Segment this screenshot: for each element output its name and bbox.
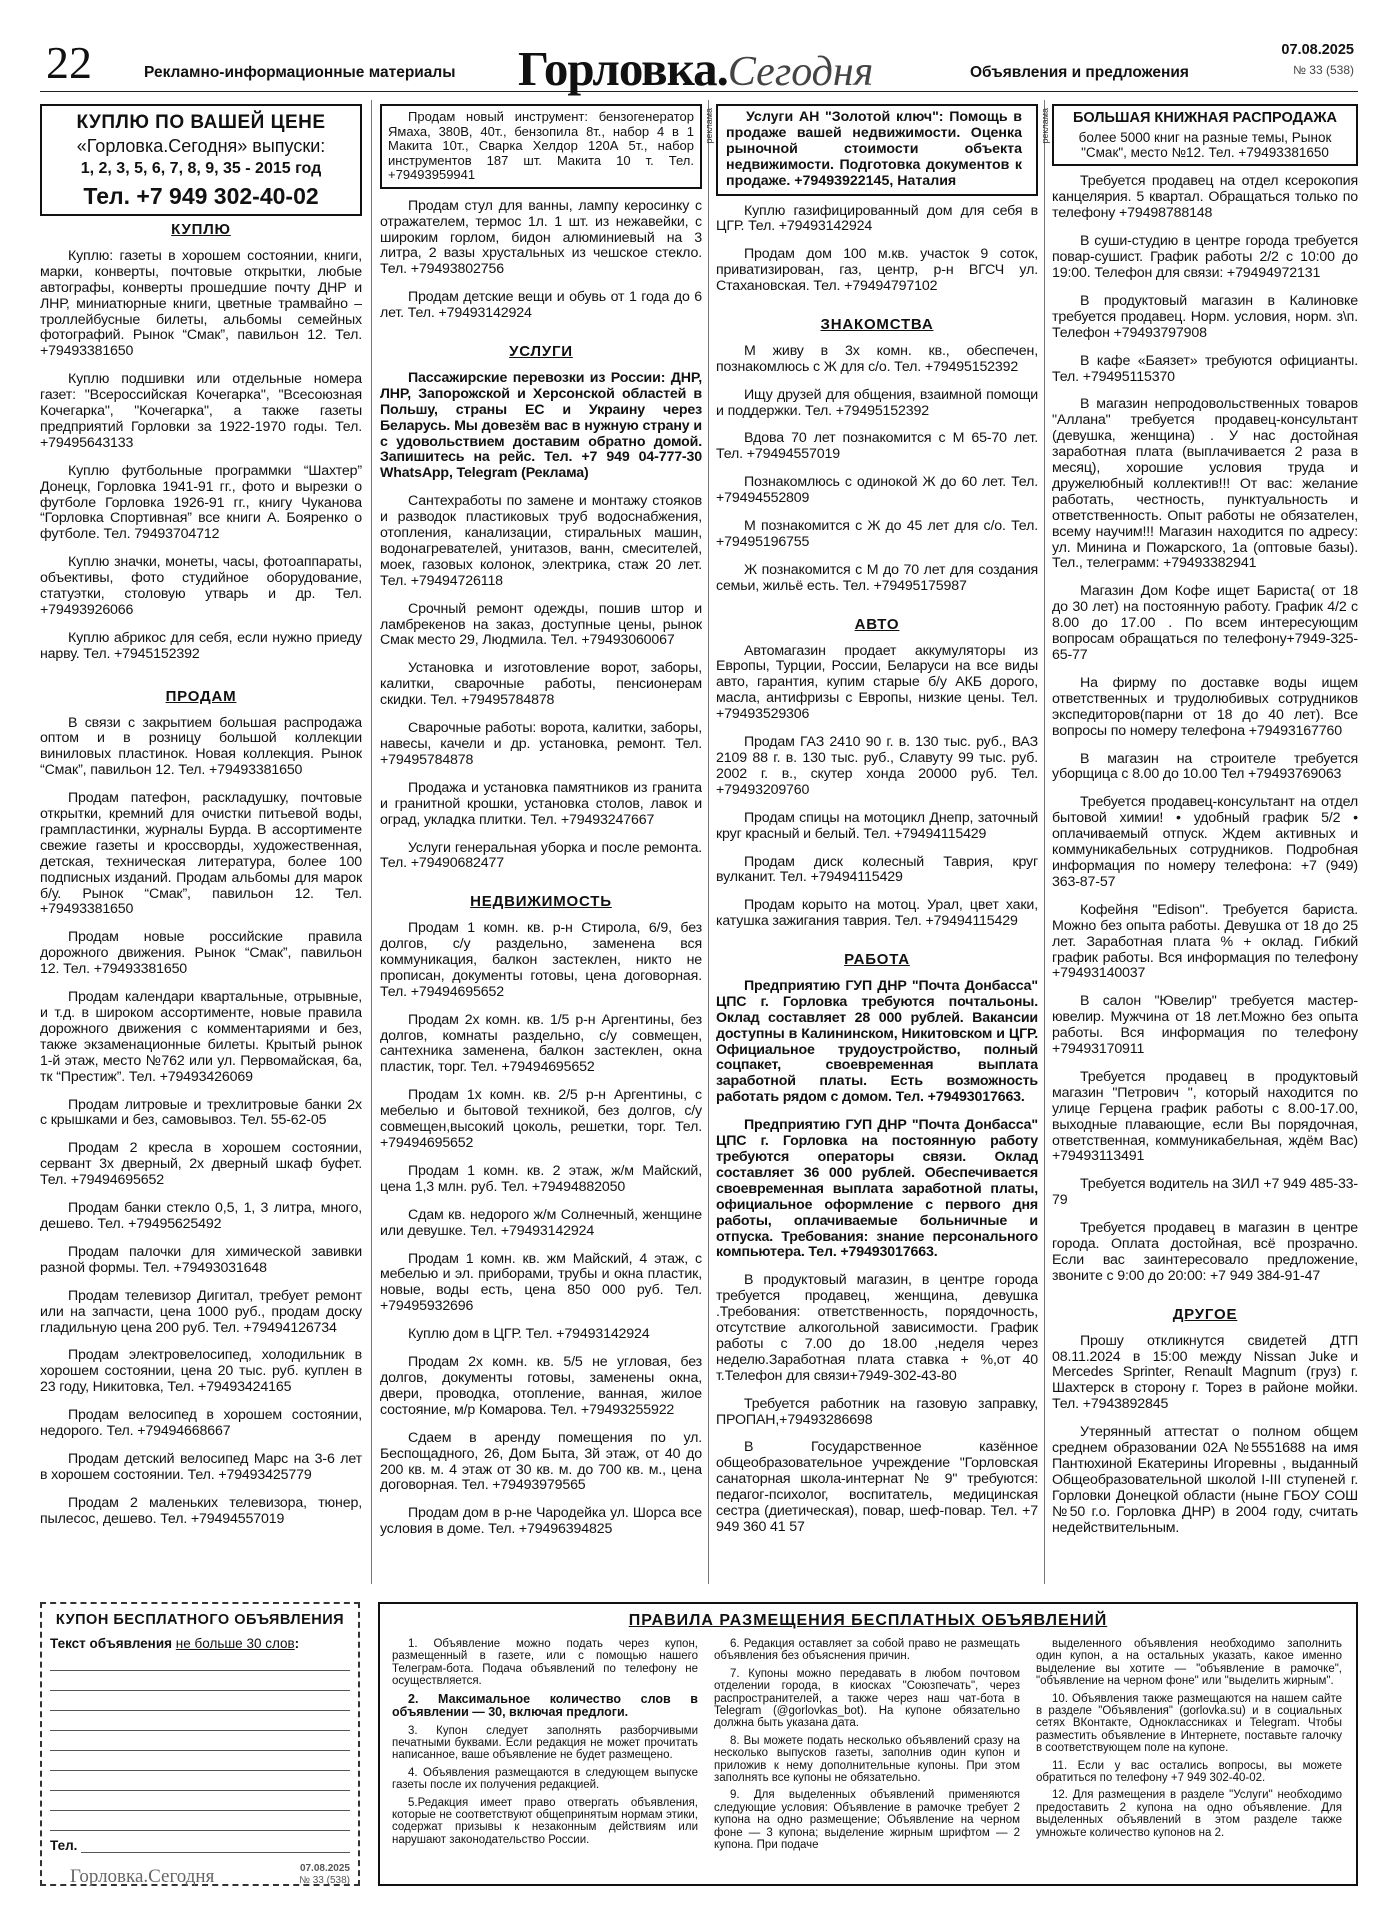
ad-item: В Государственное казённое общеобразовательное учреждение "Горловская санаторная школа-интернат № 9" требуются: педагог-психолог, воспитатель, медицинская сестра (диетическая), повар, шеф-повар. Тел. +7 949 360 41 57 bbox=[716, 1439, 1038, 1536]
column-divider bbox=[371, 100, 372, 1584]
rules-title: ПРАВИЛА РАЗМЕЩЕНИЯ БЕСПЛАТНЫХ ОБЪЯВЛЕНИЙ bbox=[628, 1612, 1108, 1629]
ad-item: Продам патефон, раскладушку, почтовые открытки, кремний для очистки питьевой воды, грампластинки, журналы Бурда. В ассортименте свежие газеты и кроссворды, художественная, детская, техническая литература, более 100 подписных изданий. Продам альбомы для марок б/у. Рынок “Смак”, павильон 12. Тел. +79493381650 bbox=[40, 790, 362, 918]
ad-item: В магазин непродовольственных товаров "Аллана" требуется продавец-консультант (девушка, женщина) . У нас достойная заработная плата (выплачивается 2 раза в месяц), хорошие условия труда и дружелюбный коллектив!!! От вас: желание работать, честность, пунктуальность и ответственность. Опыт работы не обязателен, всему научим!!! Магазин находится по адресу: ул. Минина и Пожарского, 1а (оптовые базы). Тел., телеграмм: +79493382941 bbox=[1052, 396, 1358, 572]
rule-item: 2. Максимальное количество слов в объявлении — 30, включая предлоги. bbox=[392, 1691, 698, 1720]
ad-item: Продам 2 маленьких телевизора, тюнер, пылесос, дешево. Тел. +79494557019 bbox=[40, 1494, 362, 1527]
ad-item: В суши-студию в центре города требуется повар-сушист. График работы 2/2 с 10:00 до 19:00. Телефон для связи: +79494972131 bbox=[1052, 233, 1358, 281]
ad-item: Продам диск колесный Таврия, круг вулканит. Тел. +79494115429 bbox=[716, 853, 1038, 886]
coupon-write-line[interactable] bbox=[50, 1711, 350, 1731]
rule-item: 9. Для выделенных объявлений применяются следующие условия: Объявление в рамочке требует 2 купона на одно размещение; Объявление на черном фоне — 3 купона; выделение жирным шрифтом — 2 купона. При подаче bbox=[714, 1789, 1020, 1852]
ad-item: В связи с закрытием большая распродажа оптом и в розницу большой коллекции виниловых пластинок. Новая коллекция. Рынок “Смак”, павильон 12. Тел. +79493381650 bbox=[40, 714, 362, 779]
advertising-mark: реклама bbox=[1040, 108, 1050, 144]
ad-item: Продам 1 комн. кв. р-н Стирола, 6/9, без долгов, с/у раздельно, заменена вся коммуникация, балкон застеклен, никто не прописан, документы готовы, цена договорная. Тел. +79494695652 bbox=[380, 920, 702, 1000]
coupon-phone-label: Тел. bbox=[50, 1838, 78, 1854]
ad-item: В салон "Ювелир" требуется мастер-ювелир. Мужчина от 18 лет.Можно без опыта работы. Вся информация по телефону +79493170911 bbox=[1052, 993, 1358, 1058]
section-title-buy: КУПЛЮ bbox=[171, 221, 231, 239]
coupon-word-limit: не больше 30 слов bbox=[175, 1636, 295, 1652]
section-title-other: ДРУГОЕ bbox=[1172, 1305, 1238, 1323]
rule-item: 10. Объявления также размещаются на нашем сайте в разделе "Объявления" (gorlovka.su) и в социальных сетях ВКонтакте, Одноклассниках и Telegram. Чтобы разместить объявление в Интернете, поставьте галочку в соответствующем поле на купоне. bbox=[1036, 1692, 1342, 1755]
ad-item: Куплю: газеты в хорошем состоянии, книги, марки, конверты, почтовые открытки, любые автографы, конверты прошедшие почту ДНР и ЛНР, миниатюрные книги, цветные трамвайно – троллейбусные билеты, альбомы семейных фотографий. Рынок “Смак”, павильон 12. Тел. +79493381650 bbox=[40, 247, 362, 360]
ad-item: В продуктовый магазин, в центре города требуется продавец, женщина, девушка .Требования: ответственность, порядочность, отсутствие алкогольной зависимости. График работы с 7.00 до 18.00 ,неделя через неделю.Заработная плата ставка + %,от 40 т.Телефон для связи+7949-302-43-80 bbox=[716, 1272, 1038, 1384]
ad-item: Продам 1 комн. кв. 2 этаж, ж/м Майский, цена 1,3 млн. руб. Тел. +79494882050 bbox=[380, 1162, 702, 1195]
rule-item: 7. Купоны можно передавать в любом почтовом отделении города, в киосках "Союзпечать", через распространителей, а также через наш чат-бота в Telegram (@gorlovkas_bot). На купоне обязательно должна быть указана дата. bbox=[714, 1667, 1020, 1730]
rule-item: 12. Для размещения в разделе "Услуги" необходимо предоставить 2 купона на одно объявление. Для выделенных объявлений в этом разделе также умножьте количество купонов на 2. bbox=[1036, 1789, 1342, 1839]
ad-item: Утерянный аттестат о полном общем среднем образовании 02А №5551688 на имя Пантюхиной Екатерины Игоревны , выданный Общеобразовательной школой I-III ступеней г. Горловки Донецкой области (ныне ГБОУ СОШ №50 г.о. Горловка ДНР) в 2004 году, считать недействительным. bbox=[1052, 1424, 1358, 1536]
ad-item: Продам дом 100 м.кв. участок 9 соток, приватизирован, газ, центр, р-н ВГСЧ ул. Стахановская. Тел. +79494797102 bbox=[716, 246, 1038, 295]
ad-item: Продам палочки для химической завивки разной формы. Тел. +79493031648 bbox=[40, 1243, 362, 1276]
ad-item: Услуги генеральная уборка и после ремонта. Тел. +79490682477 bbox=[380, 839, 702, 872]
ad-item-bold: Предприятию ГУП ДНР "Почта Донбасса" ЦПС г. Горловка требуются почтальоны. Оклад составляет 28 000 рублей. Вакансии доступны в Калининском, Никитовском и ЦГР. Официальное трудоустройство, полный соцпакет, своевременная выплата заработной платы. Есть возможность работать рядом с домом. Тел. +79493017663. bbox=[716, 977, 1038, 1106]
coupon-date: 07.08.2025 bbox=[299, 1863, 350, 1875]
rules-column-1 bbox=[392, 1638, 698, 1851]
ad-item: Сдам кв. недорого ж/м Солнечный, женщине или девушке. Тел. +79493142924 bbox=[380, 1206, 702, 1239]
ad-item: Куплю газифицированный дом для себя в ЦГР. Тел. +79493142924 bbox=[716, 202, 1038, 235]
rules-column-2 bbox=[714, 1638, 1020, 1857]
coupon-write-line[interactable] bbox=[50, 1771, 350, 1791]
ad-item: Куплю абрикос для себя, если нужно приеду нарву. Тел. +7945152392 bbox=[40, 629, 362, 662]
section-title-services: УСЛУГИ bbox=[509, 343, 573, 361]
coupon-footer bbox=[50, 1863, 350, 1887]
ad-item: М познакомится с Ж до 45 лет для с/о. Тел. +79495196755 bbox=[716, 518, 1038, 551]
ad-item: Ж познакомится с М до 70 лет для создания семьи, жильё есть. Тел. +79495175987 bbox=[716, 561, 1038, 594]
buy-box-issues: 1, 2, 3, 5, 6, 7, 8, 9, 35 - 2015 год bbox=[80, 160, 322, 178]
ad-item: Продам литровые и трехлитровые банки 2х с крышками и без, самовывоз. Тел. 55-62-05 bbox=[40, 1096, 362, 1129]
section-label-right: Объявления и предложения bbox=[970, 64, 1189, 81]
coupon-phone-row bbox=[50, 1831, 350, 1853]
ad-item: Продам 2х комн. кв. 5/5 не угловая, без долгов, документы готовы, заменены окна, двери, проводка, отопление, ванная, жилое состояние, м/р Комарова. Тел. +79493255922 bbox=[380, 1354, 702, 1418]
ad-item: Вдова 70 лет познакомится с М 65-70 лет. Тел. +79494557019 bbox=[716, 430, 1038, 463]
logo-italic: Сегодня bbox=[727, 49, 874, 95]
section-title-realty: НЕДВИЖИМОСТЬ bbox=[470, 893, 612, 911]
ad-item: Продам корыто на мотоц. Урал, цвет хаки, катушка зажигания таврия. Тел. +79494115429 bbox=[716, 897, 1038, 930]
buy-box-subtitle: «Горловка.Сегодня» выпуски: bbox=[76, 136, 326, 157]
buy-box-title: КУПЛЮ ПО ВАШЕЙ ЦЕНЕ bbox=[76, 112, 326, 133]
ad-item: Срочный ремонт одежды, пошив штор и ламбрекенов на заказ, доступные цены, рынок Смак место 29, Людмила. Тел. +79493060067 bbox=[380, 600, 702, 649]
ad-item: Продам детские вещи и обувь от 1 года до 6 лет. Тел. +79493142924 bbox=[380, 289, 702, 322]
rule-item: 1. Объявление можно подать через купон, размещенный в газете, или с помощью нашего Телеграм-бота. Подача объявлений по телефону не осуществляется. bbox=[392, 1638, 698, 1688]
free-ad-coupon bbox=[40, 1602, 360, 1886]
ad-item: Сварочные работы: ворота, калитки, заборы, навесы, качели и др. установка, ремонт. Тел. +79495784878 bbox=[380, 720, 702, 768]
ad-item: Продам банки стекло 0,5, 1, 3 литра, много, дешево. Тел. +79495625492 bbox=[40, 1200, 362, 1232]
tools-ad-box bbox=[380, 104, 702, 189]
rules-column-3 bbox=[1036, 1638, 1342, 1844]
column-2 bbox=[380, 104, 702, 1584]
ad-item-bold: Предприятию ГУП ДНР "Почта Донбасса" ЦПС г. Горловка на постоянную работу требуются операторы связи. Оклад составляет 36 000 рублей. Обеспечивается своевременная выплата заработной платы, официальное оформление с первого дня работы, оплачиваемые больничные и отпуска. Требования: знание персонального компьютера. Тел. +79493017663. bbox=[716, 1117, 1038, 1261]
ad-item: Продам 2 кресла в хорошем состоянии, сервант 3х дверный, 2х дверный шкаф буфет. Тел. +79494695652 bbox=[40, 1140, 362, 1189]
ad-item: Требуется продавец в магазин в центре города. Оплата достойная, всё прозрачно. Если вас заинтересовало предложение, звоните с 9:00 до 20:00: +7 949 384-91-47 bbox=[1052, 1220, 1358, 1284]
books-sale-box bbox=[1052, 104, 1358, 166]
rule-item: 5.Редакция имеет право отвергать объявления, которые не соответствуют общепринятым нормам этики, содержат призывы к незаконным действиям или нарушают законодательство России. bbox=[392, 1796, 698, 1846]
ad-item: Продам ГАЗ 2410 90 г. в. 130 тыс. руб., ВАЗ 2109 88 г. в. 130 тыс. руб., Славуту 99 тыс. руб. 2002 г. в., скутер хонда 20000 руб. Тел. +79493209760 bbox=[716, 734, 1038, 798]
page-header bbox=[40, 34, 1358, 96]
ad-item: Продам дом в р-не Чародейка ул. Шорса все условия в доме. Тел. +79496394825 bbox=[380, 1505, 702, 1538]
ad-item: Сдаем в аренду помещения по ул. Беспощадного, 26, Дом Быта, 3й этаж, от 40 до 200 кв. м. 4 этаж от 30 кв. м. до 700 кв. м., цена договорная. Тел. +79493979565 bbox=[380, 1429, 702, 1494]
section-title-auto: АВТО bbox=[854, 615, 900, 633]
newspaper-logo bbox=[518, 41, 874, 96]
column-4 bbox=[1052, 104, 1358, 1584]
ad-item: В магазин на строителе требуется уборщица с 8.00 до 10.00 Тел +79493769063 bbox=[1052, 750, 1358, 783]
ad-item: Куплю подшивки или отдельные номера газет: "Всероссийская Кочегарка", "Всесоюзная Кочегарка", "Кочегарка", а также газеты предприятий Горловки за 1922-1970 годы. Тел. +79495643133 bbox=[40, 371, 362, 451]
logo-main: Горловка. bbox=[518, 41, 728, 96]
books-sale-title: БОЛЬШАЯ КНИЖНАЯ РАСПРОДАЖА bbox=[1072, 110, 1338, 126]
ad-item: Продам 2х комн. кв. 1/5 р-н Аргентины, без долгов, комнаты раздельно, с/у совмещен, сантехника заменена, балкон застеклен, окна пластик, торг. Тел. +79494695652 bbox=[380, 1011, 702, 1076]
column-3 bbox=[716, 104, 1038, 1584]
ad-item: Продам велосипед в хорошем состоянии, недорого. Тел. +79494668667 bbox=[40, 1407, 362, 1440]
page-number: 22 bbox=[46, 37, 92, 88]
section-title-work: РАБОТА bbox=[844, 951, 910, 969]
coupon-issue: № 33 (538) bbox=[299, 1875, 350, 1887]
ad-item: Ищу друзей для общения, взаимной помощи и поддержки. Тел. +79495152392 bbox=[716, 386, 1038, 419]
realty-agency-ad-box bbox=[716, 104, 1038, 196]
column-divider bbox=[1044, 100, 1045, 1584]
ad-item: Познакомлюсь с одинокой Ж до 60 лет. Тел. +79494552809 bbox=[716, 474, 1038, 507]
coupon-write-line[interactable] bbox=[50, 1731, 350, 1751]
buy-issues-box bbox=[40, 104, 362, 216]
coupon-write-line[interactable] bbox=[50, 1751, 350, 1771]
rule-item: 11. Если у вас остались вопросы, вы можете обратиться по телефону +7 949 302-40-02. bbox=[1036, 1759, 1342, 1785]
rule-item: 3. Купон следует заполнять разборчивыми печатными буквами. Если редакция не может прочитать написанное, ваше объявление не будет размещено. bbox=[392, 1724, 698, 1762]
ad-item: Требуется продавец на отдел ксерокопия канцелярия. 5 квартал. Обращаться только по телефону +79498788148 bbox=[1052, 173, 1358, 222]
ad-item: Требуется работник на газовую заправку, ПРОПАН,+79493286698 bbox=[716, 1395, 1038, 1428]
ad-item: Требуется водитель на ЗИЛ +7 949 485-33-79 bbox=[1052, 1176, 1358, 1209]
coupon-text-label-main: Текст объявления bbox=[50, 1636, 173, 1652]
ad-item: Автомагазин продает аккумуляторы из Европы, Турции, России, Беларуси на все виды авто, гарантия, купим старые б/у АКБ дорого, масла, антифризы с Европы, низкие цены. Тел. +79493529306 bbox=[716, 642, 1038, 723]
coupon-phone-line[interactable] bbox=[81, 1837, 350, 1853]
ad-item: Продам 1 комн. кв. жм Майский, 4 этаж, с мебелью и эл. приборами, трубы и окна пластик, новые, воды есть, цена 850 000 руб. Тел. +79495932696 bbox=[380, 1250, 702, 1315]
ad-item-bold: Пассажирские перевозки из России: ДНР, ЛНР, Запорожской и Херсонской областей в Польшу, страны ЕС и Украину через Беларусь. Мы довезём вас в нужную страну и с удовольствием доставим обратно домой. Запишитесь на рейс. Тел. +7 949 04-777-30 WhatsApp, Telegram (Реклама) bbox=[380, 369, 702, 482]
ad-item: Продам электровелосипед, холодильник в хорошем состоянии, цена 20 тыс. руб. куплен в 23 году, Никитовка, Тел. +79493424165 bbox=[40, 1347, 362, 1396]
column-1 bbox=[40, 104, 362, 1584]
free-ad-rules bbox=[378, 1602, 1358, 1886]
coupon-title: КУПОН БЕСПЛАТНОГО ОБЪЯВЛЕНИЯ bbox=[55, 1612, 345, 1628]
ad-item: Продам спицы на мотоцикл Днепр, заточный круг красный и белый. Тел. +79494115429 bbox=[716, 809, 1038, 842]
coupon-issue-info bbox=[299, 1863, 350, 1887]
coupon-write-line[interactable] bbox=[50, 1671, 350, 1691]
section-label-left: Рекламно-информационные материалы bbox=[144, 64, 456, 81]
rule-item: 6. Редакция оставляет за собой право не размещать объявления без объяснения причин. bbox=[714, 1638, 1020, 1663]
coupon-write-line[interactable] bbox=[50, 1651, 350, 1671]
ad-item: Требуется продавец-консультант на отдел бытовой химии! • удобный график 5/2 • оплачиваемый отпуск. Ждем активных и коммуникабельных сотрудников. Подробная информация по номеру телефона: +7 (949) 363-87-57 bbox=[1052, 794, 1358, 890]
ad-item: Продам стул для ванны, лампу керосинку с отражателем, термос 1л. 1 шт. из нежавейки, с широким горлом, бидон алюминиевый на 3 литра, 2 вазы хрустальных из чешское стекло. Тел. +79493802756 bbox=[380, 197, 702, 278]
coupon-write-line[interactable] bbox=[50, 1791, 350, 1811]
ad-item: На фирму по доставке воды ищем ответственных и трудолюбивых сотрудников экспедиторов(парни от 18 до 40 лет). Все вопросы по номеру телефона +79493167760 bbox=[1052, 674, 1358, 739]
ad-item: Продам календари квартальные, отрывные, и т.д. в широком ассортименте, новые правила дорожного движения с комментариями и без, также экзаменационные билеты. Крытый рынок 1-й этаж, место №762 или ул. Первомайская, 6а, тк “Престиж”. Тел. +79493426069 bbox=[40, 989, 362, 1085]
ad-item: Продам детский велосипед Марс на 3-6 лет в хорошем состоянии. Тел. +79493425779 bbox=[40, 1450, 362, 1483]
issue-date: 07.08.2025 bbox=[1281, 42, 1354, 58]
coupon-text-label: Текст объявления не больше 30 слов: bbox=[50, 1636, 300, 1652]
ad-item: Куплю футбольные программки “Шахтер” Донецк, Горловка 1941-91 гг., фото и вырезки о футболе Горловка 1926-91 гг., книгу Чуканова “Горловка Спортивная” все книги А. Бояренко о футболе. Тел. 79493704712 bbox=[40, 462, 362, 543]
section-title-sell: ПРОДАМ bbox=[165, 687, 237, 705]
ad-item: Сантехработы по замене и монтажу стояков и разводок пластиковых труб водоснабжения, отопления, канализации, стиральных машин, водонагревателей, унитазов, ванн, смесителей, моек, газовых колонок, электрика, стаж 20 лет. Тел. +79494726118 bbox=[380, 493, 702, 589]
realty-agency-ad-text: Услуги АН "Золотой ключ": Помощь в продаже вашей недвижимости. Оценка рыночной стоимости объекта недвижимости. Подготовка документов к продаже. +79493922145, Наталия bbox=[726, 109, 1022, 189]
ad-item: Продам новые российские правила дорожного движения. Рынок “Смак”, павильон 12. Тел. +79493381650 bbox=[40, 929, 362, 978]
ad-item: Кофейня "Edison". Требуется бариста. Можно без опыта работы. Девушка от 18 до 25 лет. Заработная плата % + оклад. Гибкий график работы. Вся информация по телефону +79493140037 bbox=[1052, 901, 1358, 982]
coupon-write-line[interactable] bbox=[50, 1691, 350, 1711]
section-title-dating: ЗНАКОМСТВА bbox=[820, 316, 934, 334]
ad-item: М живу в 3х комн. кв., обеспечен, познакомлюсь с Ж для с/о. Тел. +79495152392 bbox=[716, 342, 1038, 375]
rule-item: 4. Объявления размещаются в следующем выпуске газеты после их получения редакцией. bbox=[392, 1766, 698, 1792]
ad-item: Установка и изготовление ворот, заборы, калитки, сварочные работы, пенсионерам скидки. Тел. +79495784878 bbox=[380, 660, 702, 709]
column-divider bbox=[708, 100, 709, 1584]
ad-item: Продам 1х комн. кв. 2/5 р-н Аргентины, с мебелью и бытовой техникой, без долгов, с/у совмещен,высокий цоколь, решетки, торг. Тел. +79494695652 bbox=[380, 1087, 702, 1152]
tools-ad-text: Продам новый инструмент: бензогенератор Ямаха, 380В, 40т., бензопила 8т., набор 4 в 1 Макита 10т., Сварка Хелдор 120А 5т., набор инструментов 187 шт. Макита 10 т. Тел. +79493959941 bbox=[388, 109, 694, 183]
buy-box-phone: Тел. +7 949 302-40-02 bbox=[83, 183, 319, 210]
newspaper-page bbox=[40, 34, 1358, 1890]
books-sale-text: более 5000 книг на разные темы, Рынок "Смак", место №12. Тел. +79493381650 bbox=[1078, 130, 1332, 161]
rule-item: 8. Вы можете подать несколько объявлений сразу на несколько выпусков газеты, заполнив один купон и приложив к нему дополнительные купоны. При этом заполнять все купоны не обязательно. bbox=[714, 1734, 1020, 1785]
coupon-logo: Горловка.Сегодня bbox=[70, 1866, 215, 1888]
advertising-mark: реклама bbox=[704, 108, 714, 144]
issue-number: № 33 (538) bbox=[1293, 63, 1354, 77]
ad-item: Продажа и установка памятников из гранита и гранитной крошки, установка столов, лавок и оград, укладка плитки. Тел. +79493247667 bbox=[380, 779, 702, 828]
ad-item: Прошу откликнутся свидетей ДТП 08.11.2024 в 15:00 между Nissan Juke и Mercedes Sprinter, Renault Magnum (груз) г. Шахтерск в сторону г. Торез в районе мойки. Тел. +7943892845 bbox=[1052, 1332, 1358, 1413]
ad-item: В продуктовый магазин в Калиновке требуется продавец. Норм. условия, норм. з\п. Телефон +79493797908 bbox=[1052, 292, 1358, 341]
ad-item: Куплю значки, монеты, часы, фотоаппараты, объективы, фото студийное оборудование, статуэтки, столовую утварь и др. Тел. +79493926066 bbox=[40, 554, 362, 618]
rule-item: выделенного объявления необходимо заполнить один купон, а на остальных указать, какое именно выделение вы хотите — "объявление в рамочке", "объявление на черном фоне" или "выделить жирным". bbox=[1036, 1638, 1342, 1688]
ad-item: В кафе «Баязет» требуются официанты. Тел. +79495115370 bbox=[1052, 352, 1358, 385]
ad-item: Требуется продавец в продуктовый магазин "Петрович ", который находится по улице Герцена график работы с 8.00-17.00, выходные плавающие, если Вы порядочная, ответственная, коммуникабельная, ждём Вас) +79493113491 bbox=[1052, 1068, 1358, 1165]
ad-item: Продам телевизор Дигитал, требует ремонт или на запчасти, цена 1000 руб., продам доску гладильную цена 200 руб. Тел. +79494126734 bbox=[40, 1287, 362, 1336]
ad-item: Куплю дом в ЦГР. Тел. +79493142924 bbox=[408, 1326, 650, 1343]
ad-item: Магазин Дом Кофе ищет Бариста( от 18 до 30 лет) на постоянную работу. График 4/2 с 8.00 до 17.00 . По всем интересующим вопросам обращаться по телефону+7949-325-65-77 bbox=[1052, 583, 1358, 664]
coupon-write-line[interactable] bbox=[50, 1811, 350, 1831]
